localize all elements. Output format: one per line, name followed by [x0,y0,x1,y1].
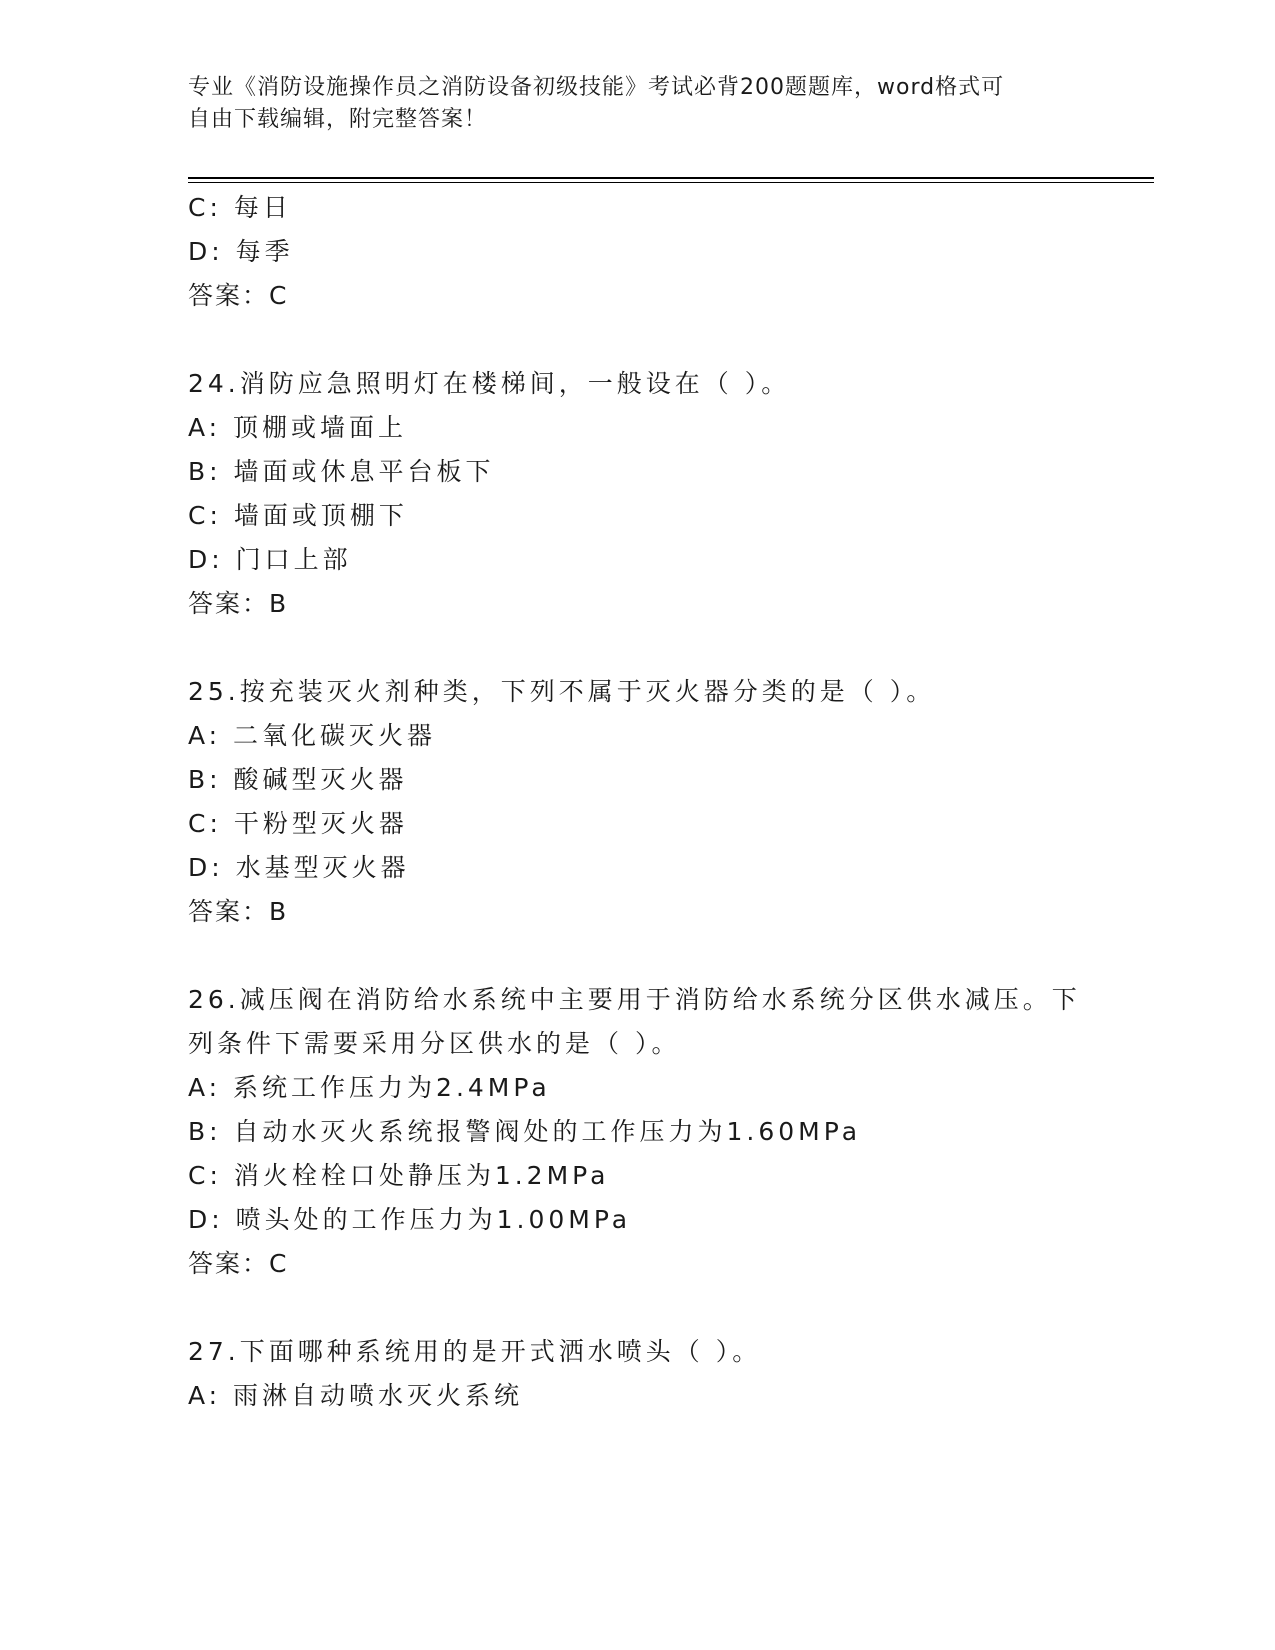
answer-label: 答案： [188,1249,270,1278]
answer-key: C [269,1249,287,1278]
answer-line [188,1248,286,1280]
option-line: D: 门口上部 [188,545,352,574]
option-line: C: 每日 [188,193,292,222]
option-line: A: 雨淋自动喷水灭火系统 [188,1381,524,1410]
option-line: A: 二氧化碳灭火器 [188,721,437,750]
header-divider-thick [188,177,1154,179]
answer-line [188,588,286,620]
answer-label: 答案： [188,897,270,926]
answer-label: 答案： [188,281,270,310]
option-line: A: 系统工作压力为2.4MPa [188,1073,551,1102]
option-line: D: 每季 [188,237,294,266]
answer-key: B [269,897,287,926]
option-line: D: 喷头处的工作压力为1.00MPa [188,1205,632,1234]
answer-key: C [269,281,287,310]
answer-label: 答案： [188,589,270,618]
document-header [188,72,1088,136]
question-stem: 27.下面哪种系统用的是开式洒水喷头（ ）。 [188,1337,762,1366]
option-line: C: 墙面或顶棚下 [188,501,408,530]
option-line: B: 自动水灭火系统报警阀处的工作压力为1.60MPa [188,1117,862,1146]
question-stem-continued: 列条件下需要采用分区供水的是（ ）。 [188,1029,681,1058]
question-stem: 25.按充装灭火剂种类，下列不属于灭火器分类的是（ ）。 [188,677,936,706]
header-line-1: 专业《消防设施操作员之消防设备初级技能》考试必背200题题库，word格式可 [188,75,1005,100]
header-divider-thin [188,182,1154,183]
question-stem: 26.减压阀在消防给水系统中主要用于消防给水系统分区供水减压。下 [188,985,1081,1014]
question-stem: 24.消防应急照明灯在楼梯间，一般设在（ ）。 [188,369,791,398]
option-line: C: 消火栓栓口处静压为1.2MPa [188,1161,610,1190]
answer-line [188,896,286,928]
option-line: C: 干粉型灭火器 [188,809,408,838]
option-line: A: 顶棚或墙面上 [188,413,408,442]
header-line-2: 自由下载编辑，附完整答案！ [188,107,488,132]
answer-line [188,280,286,312]
answer-key: B [269,589,287,618]
option-line: B: 酸碱型灭火器 [188,765,408,794]
option-line: D: 水基型灭火器 [188,853,410,882]
option-line: B: 墙面或休息平台板下 [188,457,495,486]
